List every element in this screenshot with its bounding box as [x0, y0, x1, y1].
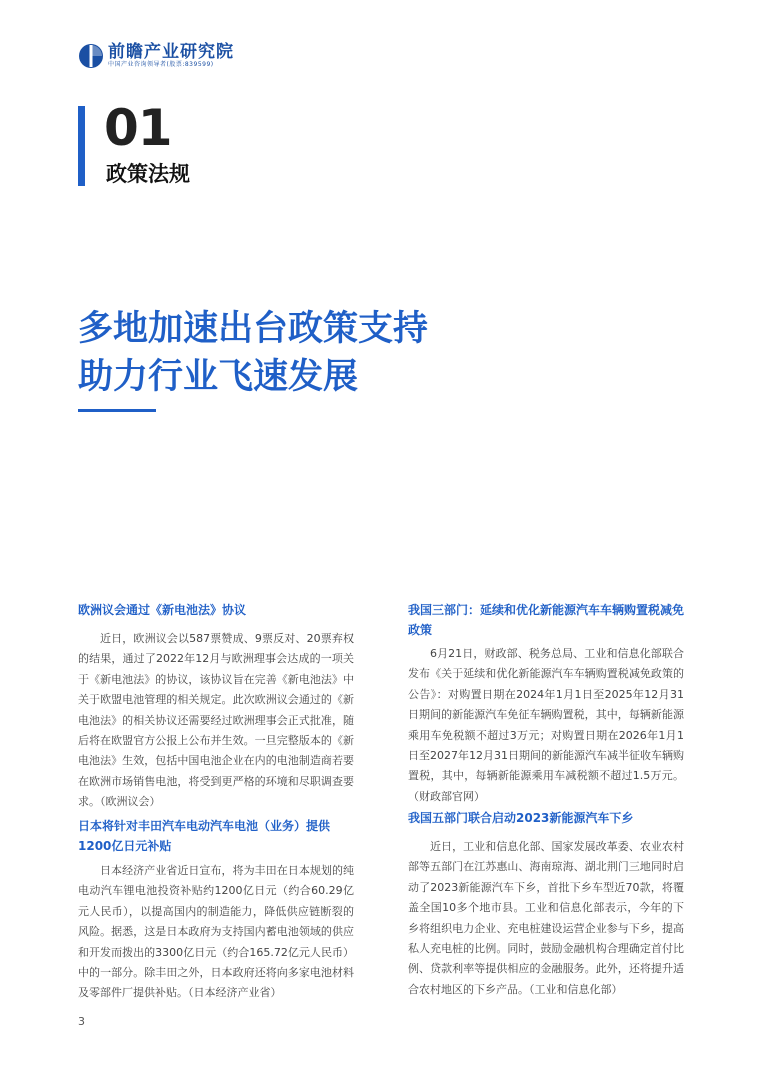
logo-subtitle: 中国产业咨询领导者(股票:839599)	[108, 61, 214, 68]
main-title-line-2: 助力行业飞速发展	[78, 357, 359, 397]
section-number: 01	[104, 99, 172, 157]
title-underline	[78, 409, 156, 412]
logo-mark-icon	[78, 42, 104, 70]
article-purchase-tax	[408, 600, 684, 807]
article-body: 日本经济产业省近日宣布，将为丰田在日本规划的纯电动汽车锂电池投资补贴约1200亿日元（约合60.29亿元人民币），以提高国内的制造能力，降低供应链断裂的风险。据悉，这是日本政府为支持国内蓄电池领域的供应和开发而拨出的3300亿日元（约合165.72亿元人民币）中的一部分。除丰田之外，日本政府还将向多家电池材料及零部件厂提供补贴。（日本经济产业省）	[78, 864, 354, 1000]
article-countryside-nev	[408, 808, 684, 1000]
article-title: 日本将针对丰田汽车电动汽车电池（业务）提供1200亿日元补贴	[78, 819, 331, 853]
brand-logo	[78, 42, 234, 70]
main-title	[78, 305, 428, 401]
article-body: 6月21日，财政部、税务总局、工业和信息化部联合发布《关于延续和优化新能源汽车车辆购置税减免政策的公告》：对购置日期在2024年1月1日至2025年12月31日期间的新能源汽车免征车辆购置税，其中，每辆新能源乘用车免税额不超过3万元；对购置日期在2026年1月1日至2027年12月31日期间的新能源汽车减半征收车辆购置税，其中，每辆新能源乘用车减税额不超过1.5万元。（财政部官网）	[408, 647, 684, 803]
article-title: 我国三部门：延续和优化新能源汽车车辆购置税减免政策	[408, 603, 685, 637]
article-eu-battery-law	[78, 600, 354, 813]
article-japan-subsidy	[78, 816, 354, 1004]
page-number: 3	[78, 1015, 85, 1028]
article-title: 欧洲议会通过《新电池法》协议	[78, 603, 247, 617]
article-body: 近日，工业和信息化部、国家发展改革委、农业农村部等五部门在江苏惠山、海南琼海、湖北荆门三地同时启动了2023新能源汽车下乡，首批下乡车型近70款，将覆盖全国10多个地市县。工业和信息化部表示，今年的下乡将组织电力企业、充电桩建设运营企业参与下乡，提高私人充电桩的比例。同时，鼓励金融机构合理确定首付比例、贷款利率等提供相应的金融服务。此外，还将提升适合农村地区的下乡产品。（工业和信息化部）	[408, 840, 684, 996]
article-title: 我国五部门联合启动2023新能源汽车下乡	[408, 811, 634, 825]
section-accent-bar	[78, 106, 85, 186]
logo-name: 前瞻产业研究院	[108, 42, 234, 62]
main-title-line-1: 多地加速出台政策支持	[78, 309, 429, 349]
section-title: 政策法规	[106, 162, 190, 186]
article-body: 近日，欧洲议会以587票赞成、9票反对、20票弃权的结果，通过了2022年12月与欧洲理事会达成的一项关于《新电池法》的协议，该协议旨在完善《新电池法》中关于欧盟电池管理的相关规定。此次欧洲议会通过的《新电池法》的相关协议还需要经过欧洲理事会正式批准，随后将在欧盟官方公报上公布并生效。一旦完整版本的《新电池法》生效，包括中国电池企业在内的电池制造商若要在欧洲市场销售电池，将受到更严格的环境和尽职调查要求。（欧洲议会）	[78, 632, 354, 809]
